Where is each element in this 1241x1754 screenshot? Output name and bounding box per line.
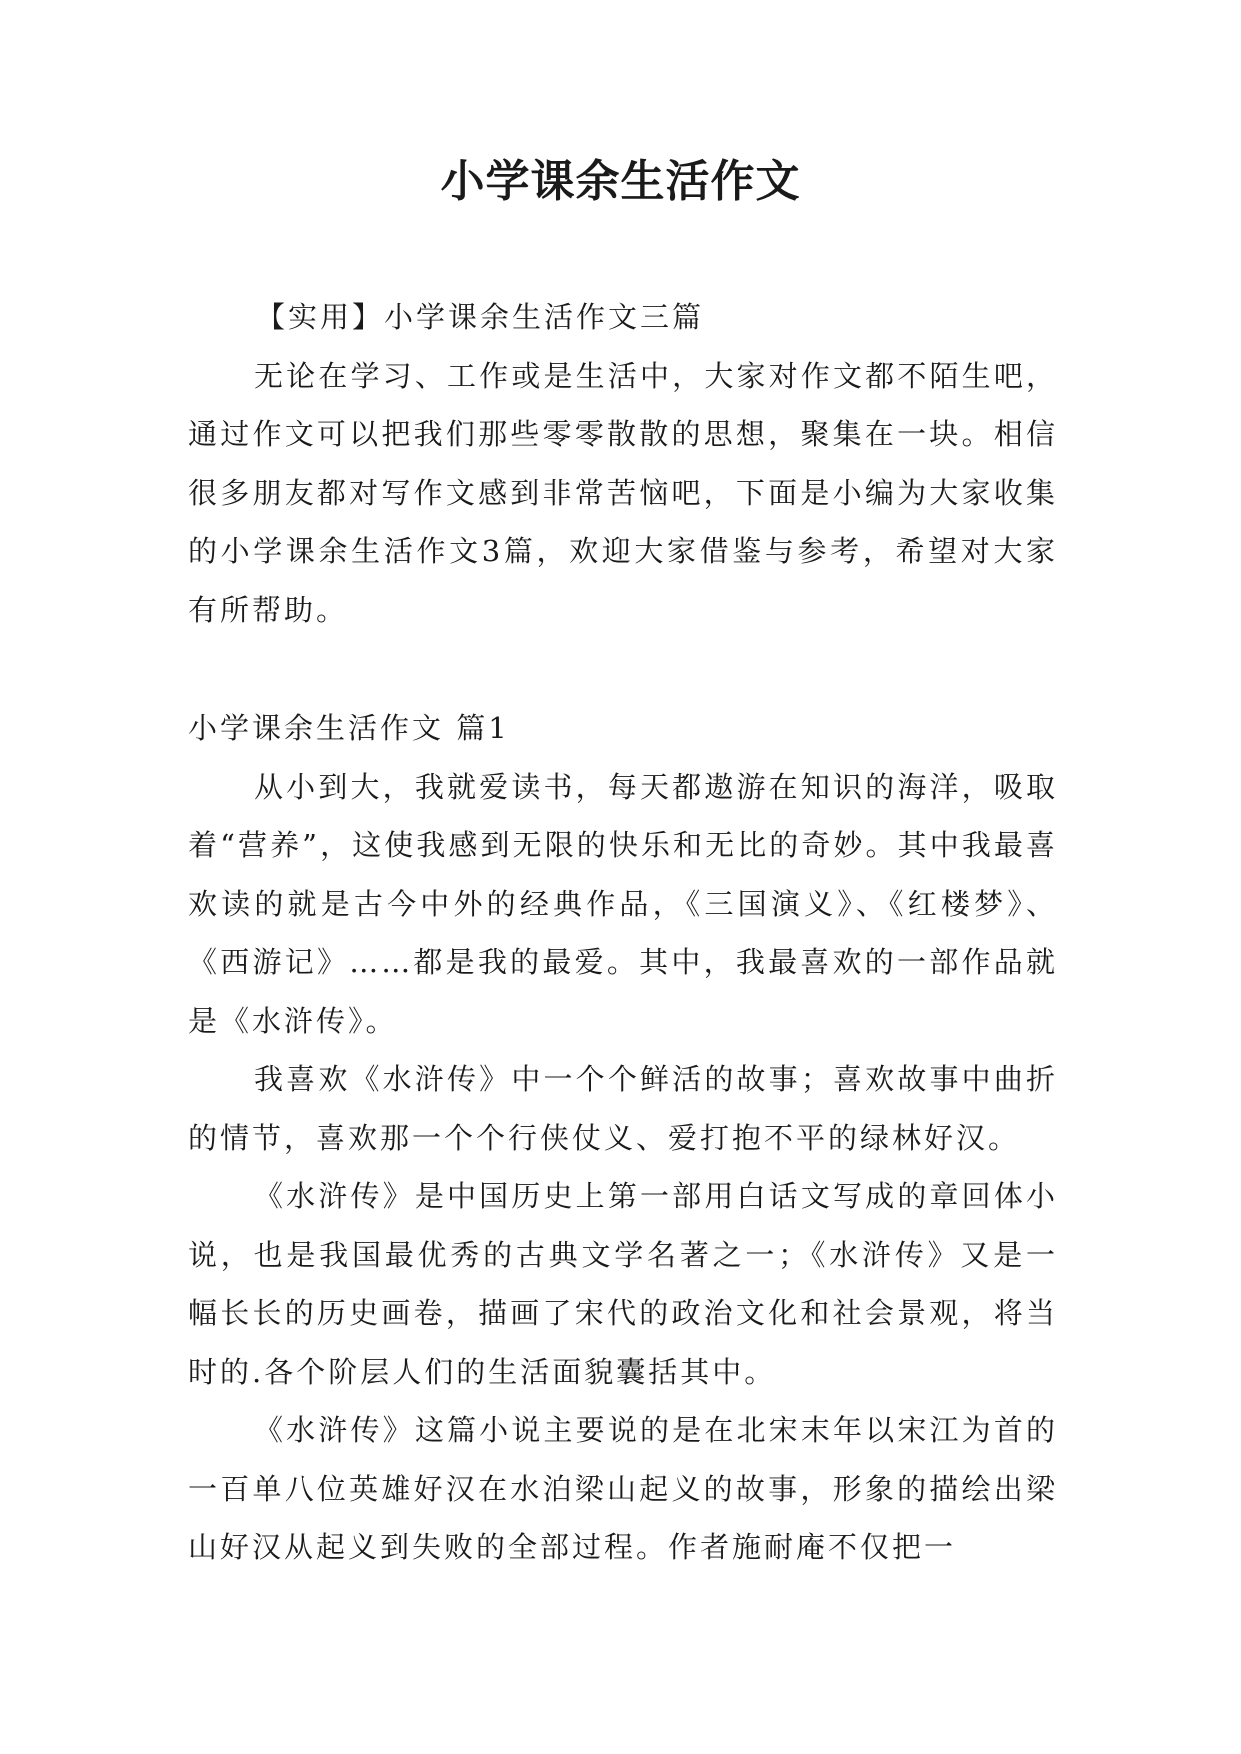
document-body xyxy=(188,288,1058,1577)
body-paragraph: 从小到大，我就爱读书，每天都遨游在知识的海洋，吸取着“营养”，这使我感到无限的快乐和无比的奇妙。其中我最喜欢读的就是古今中外的经典作品，《三国演义》、《红楼梦》、《西游记》……都是我的最爱。其中，我最喜欢的一部作品就是《水浒传》。 xyxy=(188,769,1058,1038)
intro-paragraph: 无论在学习、工作或是生活中，大家对作文都不陌生吧，通过作文可以把我们那些零零散散的思想，聚集在一块。相信很多朋友都对写作文感到非常苦恼吧，下面是小编为大家收集的小学课余生活作文3篇，欢迎大家借鉴与参考，希望对大家有所帮助。 xyxy=(188,358,1058,627)
body-paragraph: 《水浒传》是中国历史上第一部用白话文写成的章回体小说，也是我国最优秀的古典文学名著之一；《水浒传》又是一幅长长的历史画卷，描画了宋代的政治文化和社会景观，将当时的.各个阶层人们的生活面貌囊括其中。 xyxy=(188,1179,1058,1389)
document-title: 小学课余生活作文 xyxy=(440,156,801,207)
section-heading: 小学课余生活作文 篇1 xyxy=(188,711,510,745)
body-paragraph: 我喜欢《水浒传》中一个个鲜活的故事；喜欢故事中曲折的情节，喜欢那一个个行侠仗义、爱打抱不平的绿林好汉。 xyxy=(188,1062,1058,1155)
body-paragraph: 《水浒传》这篇小说主要说的是在北宋末年以宋江为首的一百单八位英雄好汉在水泊梁山起义的故事，形象的描绘出梁山好汉从起义到失败的全部过程。作者施耐庵不仅把一 xyxy=(188,1413,1058,1564)
document-subtitle: 【实用】小学课余生活作文三篇 xyxy=(256,300,705,334)
